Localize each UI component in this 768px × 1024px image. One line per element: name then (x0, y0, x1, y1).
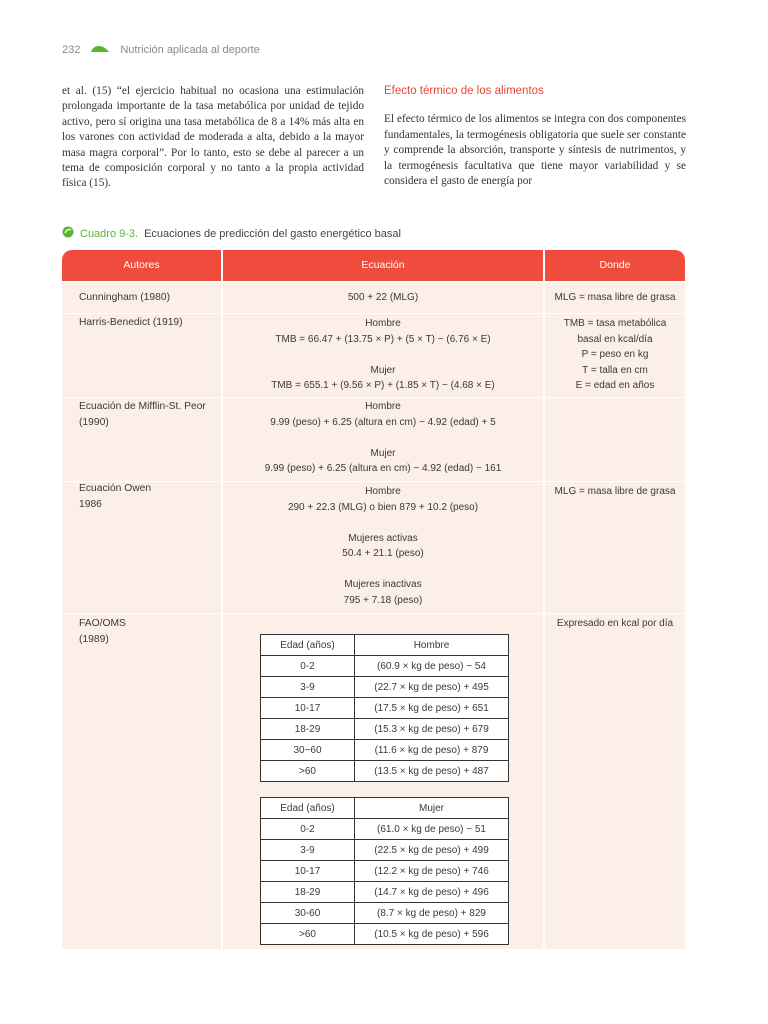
equation-label: Mujer (370, 364, 396, 376)
table-row (261, 740, 509, 761)
table-row (261, 840, 509, 861)
table-row (261, 819, 509, 840)
author-line: FAO/OMS (79, 618, 126, 629)
equation-line: 500 + 22 (MLG) (347, 292, 419, 303)
equation-line: 795 + 7.18 (peso) (343, 594, 423, 606)
table-body (62, 283, 685, 949)
where-line: Expresado en kcal por día (556, 618, 674, 629)
formula-cell: (8.7 × kg de peso) + 829 (355, 903, 509, 924)
age-cell: >60 (261, 924, 355, 945)
age-cell: 18-29 (261, 882, 355, 903)
formula-cell: (10.5 × kg de peso) + 596 (355, 924, 509, 945)
section-title: Efecto térmico de los alimentos (384, 85, 544, 97)
green-bullet-icon (62, 226, 74, 241)
table-header-cell: Edad (años) (261, 798, 355, 819)
table-row-mifflin (62, 397, 685, 482)
where-line: MLG = masa libre de grasa (554, 292, 676, 303)
author-cell (79, 481, 151, 512)
table-row (261, 677, 509, 698)
equation-label: Mujeres activas (348, 532, 418, 544)
author-cell (79, 399, 206, 430)
where-line: E = edad en años (575, 380, 655, 391)
table-row-cunningham (62, 283, 685, 314)
table-row (261, 635, 509, 656)
author-line: (1989) (79, 633, 109, 645)
formula-cell: (11.6 × kg de peso) + 879 (355, 740, 509, 761)
where-cell (545, 616, 685, 632)
page-number: 232 (62, 43, 81, 56)
age-cell: 3-9 (261, 840, 355, 861)
equation-label: Mujer (370, 447, 396, 459)
book-title: Nutrición aplicada al deporte (120, 43, 260, 56)
table-row (261, 882, 509, 903)
header-ecuacion: Ecuación (223, 250, 543, 281)
where-cell (545, 484, 685, 500)
equation-label: Hombre (365, 401, 401, 412)
formula-cell: (22.7 × kg de peso) + 495 (355, 677, 509, 698)
where-cell (545, 316, 685, 394)
left-paragraph: et al. (15) “el ejercicio habitual no ocasiona una estimulación prolongada importante de la tasa metabólica por unidad de tejido activo, pero sí origina una tasa metabólica de 8 a 14% más alta en los varones con actividad de moderada a alta, debido a la mayor masa magra corporal”. Por lo tanto, esto se debe al parecer a un tema de composición corporal y no tanto a la propia actividad física (15). (62, 85, 364, 190)
table-row-harris-benedict (62, 313, 685, 398)
where-line: P = peso en kg (581, 349, 649, 360)
table-row (261, 798, 509, 819)
age-cell: 30-60 (261, 903, 355, 924)
table-header-cell: Hombre (355, 635, 509, 656)
formula-cell: (14.7 × kg de peso) + 496 (355, 882, 509, 903)
table-header-cell: Mujer (355, 798, 509, 819)
author-cell (79, 315, 183, 331)
right-column (384, 84, 686, 189)
table-header-cell: Edad (años) (261, 635, 355, 656)
table-caption (62, 226, 401, 241)
formula-cell: (12.2 × kg de peso) + 746 (355, 861, 509, 882)
table-row (261, 761, 509, 782)
equation-cell (223, 399, 543, 477)
header-donde: Donde (545, 250, 685, 281)
table-row (261, 656, 509, 677)
right-paragraph: El efecto térmico de los alimentos se integra con dos componentes fundamentales, la termogénesis obligatoria que suele ser constante y comprende la absorción, transporte y síntesis de nutrimentos, y la termogénesis facultativa que tiene mayor variabilidad y se considera el gasto de energía por (384, 113, 686, 188)
table-row (261, 924, 509, 945)
age-cell: 30−60 (261, 740, 355, 761)
formula-cell: (15.3 × kg de peso) + 679 (355, 719, 509, 740)
equation-line: 9.99 (peso) + 6.25 (altura en cm) − 4.92 (edad) − 161 (264, 463, 502, 474)
equation-line: 9.99 (peso) + 6.25 (altura en cm) − 4.92 (edad) + 5 (270, 416, 496, 428)
author-cell (79, 290, 170, 306)
author-line: (1990) (79, 416, 109, 428)
women-age-table (260, 797, 509, 945)
equation-label: Hombre (365, 318, 401, 329)
table-row (261, 698, 509, 719)
where-line: basal en kcal/día (577, 333, 653, 345)
age-cell: 0-2 (261, 819, 355, 840)
table-row (261, 861, 509, 882)
equation-label: Hombre (365, 486, 401, 497)
formula-cell: (60.9 × kg de peso) − 54 (355, 656, 509, 677)
formula-cell: (13.5 × kg de peso) + 487 (355, 761, 509, 782)
age-cell: 0-2 (261, 656, 355, 677)
formula-cell: (61.0 × kg de peso) − 51 (355, 819, 509, 840)
equation-line: 290 + 22.3 (MLG) o bien 879 + 10.2 (peso) (287, 501, 479, 513)
table-row-owen (62, 481, 685, 614)
equation-line: 50.4 + 21.1 (peso) (342, 548, 424, 559)
header-autores: Autores (62, 250, 221, 281)
where-line: MLG = masa libre de grasa (554, 486, 676, 497)
caption-number: Cuadro 9-3. (80, 227, 139, 240)
age-cell: 3-9 (261, 677, 355, 698)
equation-line: TMB = 66.47 + (13.75 × P) + (5 × T) − (6.76 × E) (275, 333, 491, 345)
table-header (62, 250, 685, 281)
running-header (62, 43, 260, 56)
formula-cell: (22.5 × kg de peso) + 499 (355, 840, 509, 861)
table-row-fao-oms (62, 613, 685, 949)
equation-cell (223, 484, 543, 608)
age-cell: >60 (261, 761, 355, 782)
equation-cell (223, 316, 543, 394)
age-cell: 10-17 (261, 698, 355, 719)
table-row (261, 719, 509, 740)
formula-cell: (17.5 × kg de peso) + 651 (355, 698, 509, 719)
where-line: TMB = tasa metabólica (563, 318, 667, 329)
men-age-table (260, 634, 509, 782)
left-column (62, 84, 364, 192)
caption-title: Ecuaciones de predicción del gasto energético basal (144, 227, 401, 240)
green-leaf-icon (90, 43, 110, 56)
author-line: Ecuación Owen (79, 483, 152, 494)
author-line: Ecuación de Mifflin-St. Peor (79, 401, 206, 412)
table-row (261, 903, 509, 924)
age-cell: 10-17 (261, 861, 355, 882)
equation-label: Mujeres inactivas (344, 579, 422, 590)
author-line: Cunningham (1980) (79, 292, 171, 303)
author-line: Harris-Benedict (1919) (79, 317, 183, 328)
where-cell (545, 290, 685, 306)
equation-cell (223, 290, 543, 306)
age-cell: 18-29 (261, 719, 355, 740)
author-line: 1986 (79, 498, 102, 510)
equation-line: TMB = 655.1 + (9.56 × P) + (1.85 × T) − (4.68 × E) (271, 380, 495, 391)
author-cell (79, 616, 126, 647)
where-line: T = talla en cm (582, 364, 648, 376)
